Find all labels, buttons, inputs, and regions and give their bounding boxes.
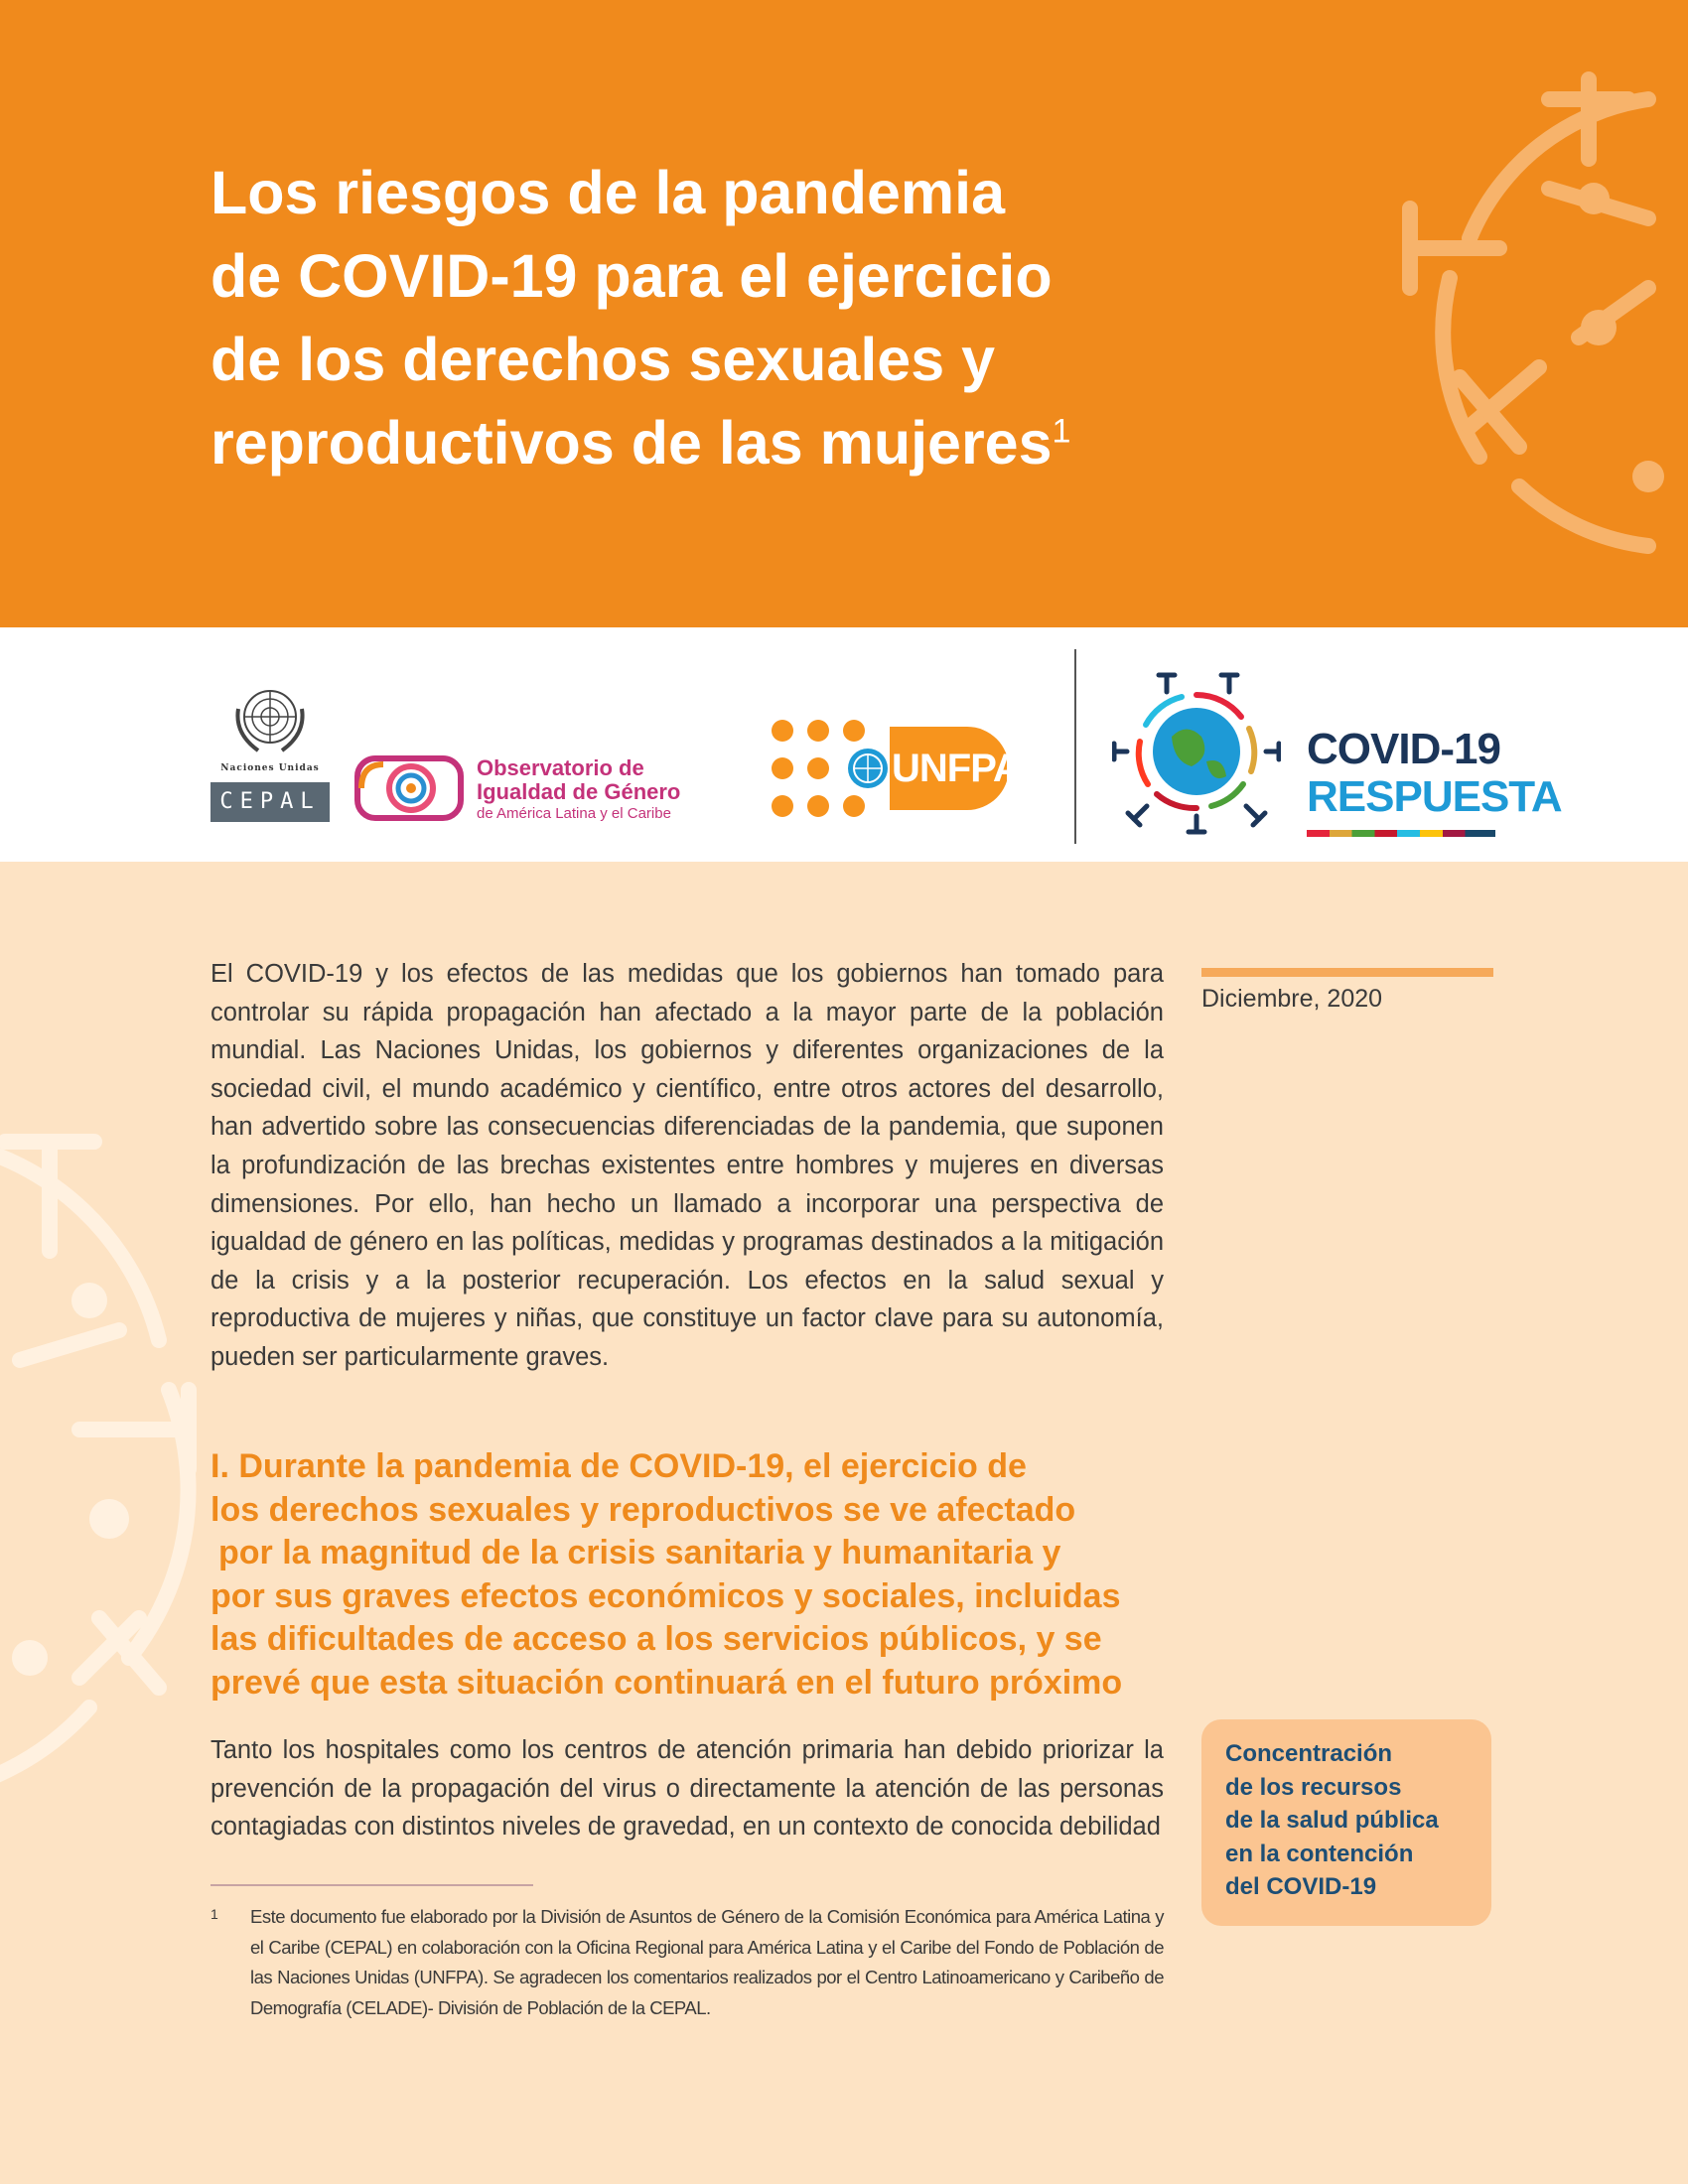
date-rule xyxy=(1201,968,1493,977)
footnote-rule xyxy=(211,1884,533,1886)
header-banner xyxy=(0,0,1688,627)
observatorio-line2: Igualdad de Género xyxy=(477,779,681,804)
sidebar-callout xyxy=(1201,1719,1491,1926)
unfpa-text: UNFPA xyxy=(892,747,1021,790)
cepal-box: CEPAL xyxy=(211,782,330,822)
callout-line: de la salud pública xyxy=(1225,1807,1439,1834)
section-heading-line: prevé que esta situación continuará en el futuro próximo xyxy=(211,1663,1123,1702)
virus-outline-icon xyxy=(1350,40,1688,556)
covid-title-line2: RESPUESTA xyxy=(1307,772,1562,821)
publication-date: Diciembre, 2020 xyxy=(1201,985,1383,1013)
section-heading-line: los derechos sexuales y reproductivos se ve afectado xyxy=(211,1490,1076,1529)
title-footnote-ref: 1 xyxy=(1052,412,1071,451)
observatorio-text xyxy=(477,756,680,824)
title-line xyxy=(211,401,1253,484)
cepal-logo xyxy=(211,679,330,818)
covid-title-line1: COVID-19 xyxy=(1307,725,1500,773)
footnote-number: 1 xyxy=(211,1906,218,1922)
observatorio-line1: Observatorio de xyxy=(477,755,644,780)
observatorio-logo-icon xyxy=(353,754,465,822)
section-heading xyxy=(211,1445,1203,1705)
un-emblem-icon xyxy=(230,679,310,758)
observatorio-line3: de América Latina y el Caribe xyxy=(477,805,671,822)
section-paragraph: Tanto los hospitales como los centros de atención primaria han debido priorizar la prevención de la propagación del virus o directamente la atención de las personas contagiadas con distintos niveles de gravedad, en un contexto de conocida debilidad xyxy=(211,1736,1164,1842)
footnote-text: Este documento fue elaborado por la División de Asuntos de Género de la Comisión Económica para América Latina y el Caribe (CEPAL) en colaboración con la Oficina Regional para América Latina y el Caribe del Fondo de Población de las Naciones Unidas (UNFPA). Se agradecen los comentarios realizados por el Centro Latinoamericano y Caribeño de Demografía (CELADE)- División de Población de la CEPAL. xyxy=(250,1906,1164,2018)
callout-line: de los recursos xyxy=(1225,1773,1402,1801)
covid-respuesta-logo xyxy=(1112,667,1562,836)
callout-line: en la contención xyxy=(1225,1840,1414,1867)
virus-background-icon xyxy=(0,1102,228,1856)
section-heading-line: las dificultades de acceso a los servicios públicos, y se xyxy=(211,1620,1102,1658)
sidebar-callout-text xyxy=(1225,1737,1439,1904)
logo-divider xyxy=(1074,649,1076,844)
un-name-text: Naciones Unidas xyxy=(220,763,320,773)
section-heading-line: por sus graves efectos económicos y sociales, incluidas xyxy=(211,1576,1121,1615)
title-line: de los derechos sexuales y xyxy=(211,326,996,393)
callout-line: Concentración xyxy=(1225,1740,1393,1767)
section-heading-line: I. Durante la pandemia de COVID-19, el ejercicio de xyxy=(211,1447,1027,1485)
observatorio-logo xyxy=(353,754,711,824)
section-heading-line: por la magnitud de la crisis sanitaria y humanitaria y xyxy=(218,1534,1061,1571)
unfpa-logo xyxy=(769,717,1021,826)
intro-paragraph: El COVID-19 y los efectos de las medidas que los gobiernos han tomado para controlar su rápida propagación han afectado a la mayor parte de la población mundial. Las Naciones Unidas, los gobiernos y diferentes organizaciones de la sociedad civil, el mundo académico y científico, entre otros actores del desarrollo, han advertido sobre las consecuencias diferenciadas de la pandemia, que suponen la profundización de las brechas existentes entre hombres y mujeres en diversas dimensiones. Por ello, han hecho un llamado a incorporar una perspectiva de igualdad de género en las políticas, medidas y programas destinados a la mitigación de la crisis y a la posterior recuperación. Los efectos en la salud sexual y reproductiva de mujeres y niñas, que constituye un factor clave para su autonomía, pueden ser particularmente graves. xyxy=(211,960,1164,1371)
logo-bar xyxy=(0,627,1688,862)
title-line: de COVID-19 para el ejercicio xyxy=(211,242,1053,310)
page-title xyxy=(211,151,1253,484)
covid-globe-virus-icon xyxy=(1112,667,1281,836)
title-line-text: reproductivos de las mujeres xyxy=(211,409,1053,477)
callout-line: del COVID-19 xyxy=(1225,1873,1377,1900)
title-line: Los riesgos de la pandemia xyxy=(211,159,1006,226)
sdg-color-rule xyxy=(1307,830,1495,837)
